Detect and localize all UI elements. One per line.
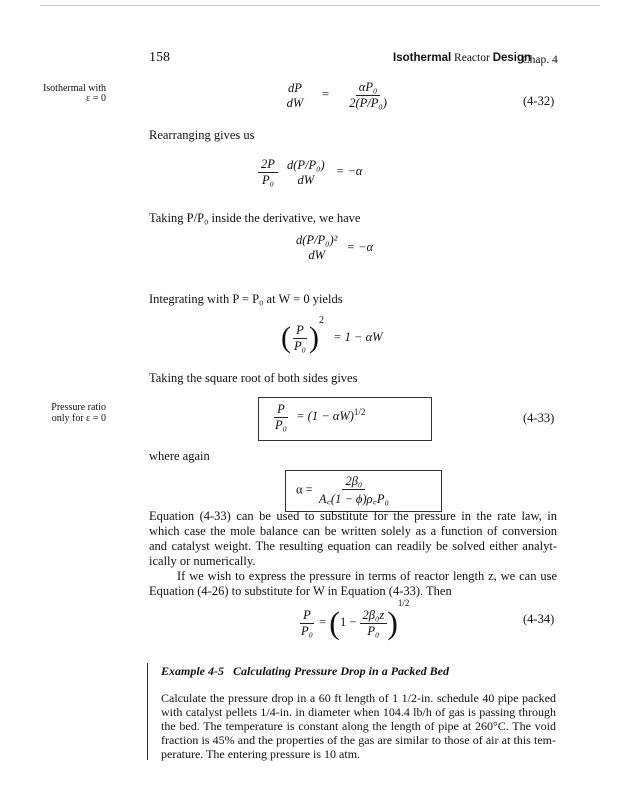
margin-note-line: Isothermal with [42, 83, 106, 94]
eq-den: P₀ [294, 338, 306, 353]
eq-num: d(P/P₀)² [296, 233, 338, 247]
eq-coef-num: 2P [258, 157, 278, 173]
eq-den: P₀ [301, 623, 313, 638]
equation-4-34: $\frac{P}{\text{P₀}}$ = (1 − $\frac{\text{2β₀z}}{\text{P₀}}$ )$^{1/2}$ [298, 598, 409, 642]
margin-note-line: only for ε = 0 [51, 413, 106, 424]
paragraph-line: ically or numerically. [149, 554, 256, 568]
eq-inner-den: P₀ [367, 623, 380, 638]
equation-rearranged [258, 157, 362, 188]
eq-rhs: = −α [346, 239, 374, 254]
example-line: Calculate the pressure drop in a 60 ft length of 1 1/2-in. schedule 40 pipe packed [161, 691, 556, 705]
eq-num: P [293, 323, 307, 339]
title-bold2: Design [492, 52, 532, 64]
text-square-root: Taking the square root of both sides gives [149, 371, 358, 385]
eq-exp: 1/2 [353, 407, 366, 418]
eq-exp: 1/2 [397, 598, 410, 608]
example-line: with catalyst pellets 1/4-in. in diameter when 104.4 lb/h of gas is passing through [161, 705, 556, 719]
running-title [393, 52, 531, 64]
eq-equals: = [319, 615, 327, 629]
paragraph-line: which case the mole balance can be written solely as a function of conversion [149, 524, 557, 538]
eq-coef-den: P₀ [261, 173, 274, 187]
example-title: Example 4-5 Calculating Pressure Drop in a Packed Bed [161, 664, 449, 678]
example-sidebar-rule [147, 663, 148, 760]
margin-note-isothermal [40, 84, 106, 104]
equation-label: (4-34) [523, 612, 555, 626]
equation-alpha [296, 474, 392, 507]
eq-rhs: = 1 − αW [333, 330, 383, 344]
equation-inside-derivative [296, 233, 373, 263]
text-rearranging: Rearranging gives us [149, 128, 255, 142]
equation-label: (4-33) [523, 411, 555, 425]
eq-inner-lead: 1 − [339, 615, 357, 629]
eq-num: P [300, 608, 314, 624]
example-line: perature. The entering pressure is 10 atm. [161, 747, 361, 761]
eq-lhs-num: dP [288, 80, 302, 95]
eq-num: P [274, 402, 288, 418]
eq-rhs-den: 2(P/P₀) [349, 96, 387, 110]
eq-exp: 2 [318, 315, 324, 326]
title-bold1: Isothermal [393, 52, 452, 64]
text-where-again: where again [149, 449, 210, 463]
eq-op: = [322, 87, 330, 102]
equation-label: (4-32) [523, 94, 555, 108]
paragraph-line: Equation (4-33) can be used to substitute for the pressure in the rate law, in [149, 509, 557, 523]
eq-lhs: α = [296, 482, 313, 497]
eq-den: P₀ [275, 418, 287, 432]
chapter-label: Chap. 4 [522, 54, 558, 66]
margin-note-pressure-ratio [40, 402, 106, 424]
eq-lhs-den: dW [286, 95, 304, 110]
margin-note-line: ε = 0 [86, 93, 106, 104]
equation-4-33 [272, 402, 365, 433]
eq-den: dW [308, 248, 326, 262]
example-line: fraction is 45% and the properties of the gas are similar to those of air at this tem- [161, 733, 556, 747]
paragraph-line: If we wish to express the pressure in terms of reactor length z, we can use [177, 569, 557, 583]
title-mid: Reactor [451, 52, 493, 64]
paragraph-line: Equation (4-26) to substitute for W in Equation (4-33). Then [149, 584, 452, 598]
paragraph-line: and catalyst weight. The resulting equation can readily be solved either analyt- [149, 539, 557, 553]
equation-4-32 [285, 80, 390, 111]
eq-inner-num: 2β₀z [360, 608, 388, 624]
eq-d-num: d(P/P₀) [287, 157, 325, 172]
eq-den: A꜀(1 − ϕ)ρ꜀P₀ [318, 492, 389, 506]
equation-integrated: ( $\frac{P}{\text{P₀}}$ )$^2$ = 1 − αW [281, 315, 383, 355]
page-number: 158 [149, 50, 170, 65]
eq-rhs-num: αP₀ [356, 80, 381, 96]
eq-d-den: dW [297, 172, 315, 187]
margin-note-line: Pressure ratio [51, 402, 106, 413]
text-taking-inside: Taking P/P₀ inside the derivative, we have [149, 211, 361, 225]
eq-rhs: = (1 − αW) [296, 409, 354, 424]
text-integrating: Integrating with P = P₀ at W = 0 yields [149, 292, 343, 306]
eq-rhs: = −α [335, 164, 363, 179]
eq-num: 2β₀ [342, 474, 365, 490]
example-line: the bed. The temperature is constant along the length of pipe at 260°C. The void [161, 719, 556, 733]
top-rule [40, 5, 600, 6]
